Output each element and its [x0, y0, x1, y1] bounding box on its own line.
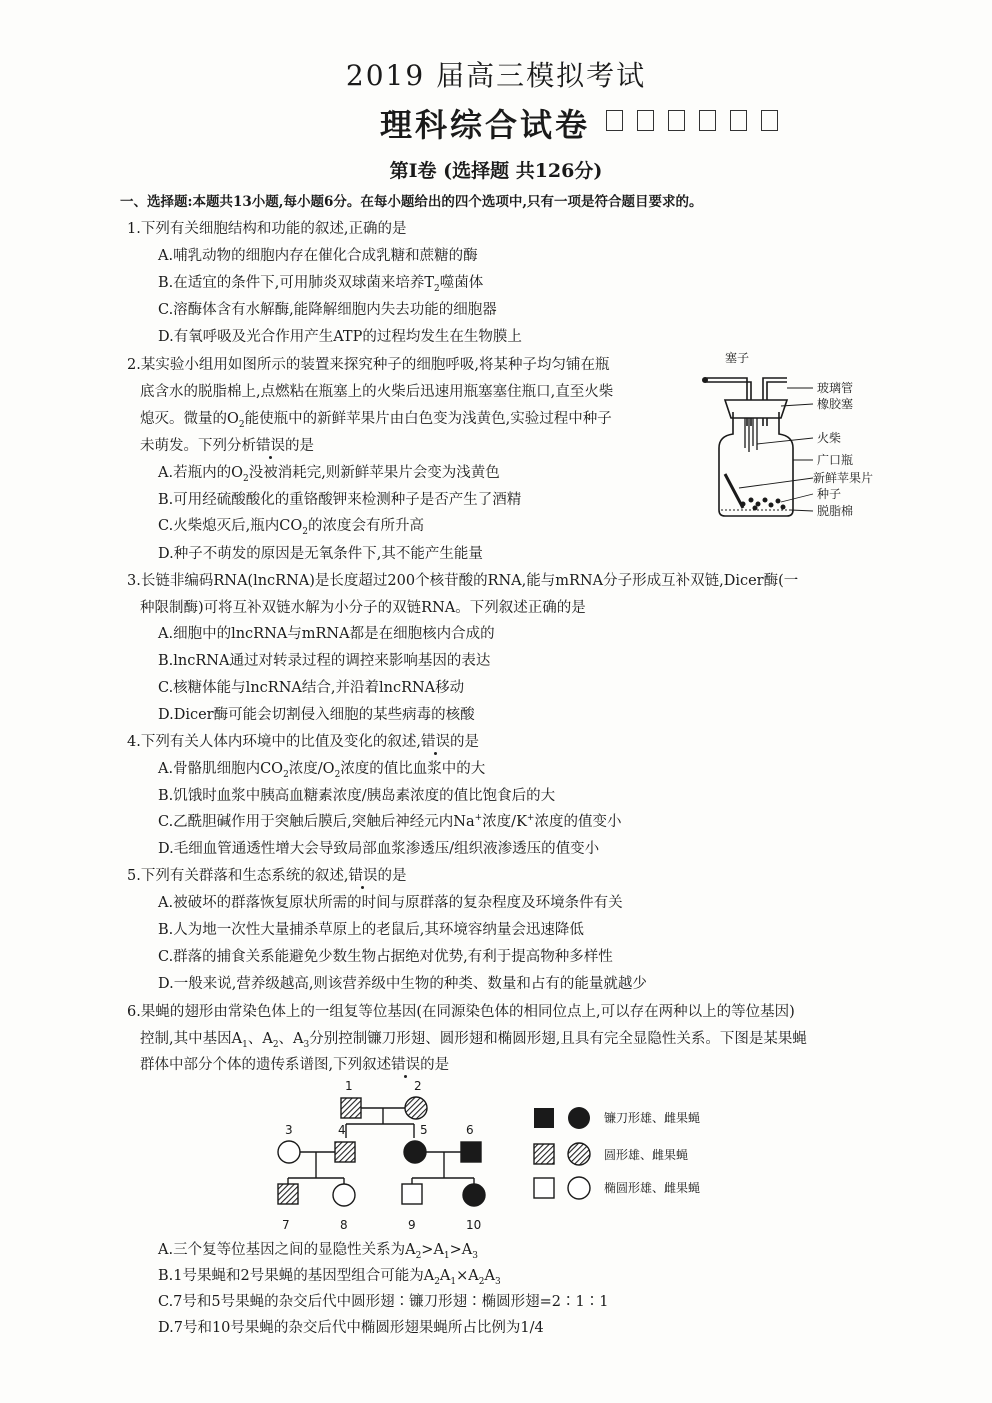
- label-stopper: 塞子: [725, 351, 750, 365]
- q2-option-d: D.种子不萌发的原因是无氧条件下,其不能产生能量: [158, 546, 483, 562]
- q1-stem: 1.下列有关细胞结构和功能的叙述,正确的是: [127, 221, 407, 237]
- score-box: [668, 110, 685, 131]
- label-match: 火柴: [817, 431, 842, 445]
- individual-10: [463, 1184, 485, 1206]
- label-10: 10: [466, 1218, 482, 1232]
- legend-oval-label: 椭圆形雄、雌果蝇: [604, 1181, 701, 1195]
- individual-5: [404, 1141, 426, 1163]
- individual-2: [405, 1097, 427, 1119]
- stopper-dot: [702, 377, 708, 383]
- label-glass-tube: 玻璃管: [817, 381, 854, 395]
- legend-round-label: 圆形雄、雌果蝇: [604, 1148, 689, 1162]
- q2-option-a: A.若瓶内的$O_2$没被消耗完,则新鲜苹果片会变为浅黄色: [158, 465, 500, 484]
- section-title: 第Ⅰ卷 (选择题 共126分): [389, 160, 603, 182]
- q6-option-b: B.1号果蝇和2号果蝇的基因型组合可能为$A_2A_1\times A_2A_3$: [158, 1268, 501, 1287]
- q2-apparatus-figure: [695, 348, 910, 526]
- label-8: 8: [340, 1218, 348, 1232]
- legend-oval-female: [568, 1177, 590, 1199]
- label-7: 7: [282, 1218, 290, 1232]
- label-apple-slice: 新鲜苹果片: [813, 471, 874, 485]
- q1-option-b: B.在适宜的条件下,可用肺炎双球菌来培养$T_2$噬菌体: [158, 275, 484, 294]
- score-box: [699, 110, 716, 131]
- q3-option-c: C.核糖体能与lncRNA结合,并沿着lncRNA移动: [158, 680, 465, 696]
- legend-round-female: [568, 1143, 590, 1165]
- label-3: 3: [285, 1123, 293, 1137]
- q2-stem-line4: 未萌发。下列分析错误的是: [140, 438, 314, 454]
- q2-stem-line2: 底含水的脱脂棉上,点燃粘在瓶塞上的火柴后迅速用瓶塞塞住瓶口,直至火柴: [140, 384, 614, 400]
- individual-7: [278, 1184, 298, 1204]
- q2-option-b: B.可用经硫酸酸化的重铬酸钾来检测种子是否产生了酒精: [158, 492, 522, 508]
- q1-option-a: A.哺乳动物的细胞内存在催化合成乳糖和蔗糖的酶: [158, 248, 478, 264]
- q1-option-c: C.溶酶体含有水解酶,能降解细胞内失去功能的细胞器: [158, 302, 497, 318]
- wide-mouth-bottle: [719, 412, 793, 516]
- individual-3: [278, 1141, 300, 1163]
- q5-option-a: A.被破坏的群落恢复原状所需的时间与原群落的复杂程度及环境条件有关: [158, 895, 623, 911]
- label-1: 1: [345, 1079, 353, 1093]
- q5-option-b: B.人为地一次性大量捕杀草原上的老鼠后,其环境容纳量会迅速降低: [158, 922, 584, 938]
- label-6: 6: [466, 1123, 474, 1137]
- q6-option-a: A.三个复等位基因之间的显隐性关系为$A_2>A_1>A_3$: [158, 1242, 479, 1261]
- exam-title: 2019 届高三模拟考试: [345, 59, 647, 92]
- q3-option-b: B.lncRNA通过对转录过程的调控来影响基因的表达: [158, 653, 491, 669]
- q4-option-c: C.乙酰胆碱作用于突触后膜后,突触后神经元内Na+浓度/K+浓度的值变小: [158, 813, 622, 830]
- q4-stem: 4.下列有关人体内环境中的比值及变化的叙述,错误的是: [127, 734, 479, 750]
- q4-option-d: D.毛细血管通透性增大会导致局部血浆渗透压/组织液渗透压的值变小: [158, 841, 600, 857]
- score-box: [637, 110, 654, 131]
- individual-1: [341, 1098, 361, 1118]
- q6-pedigree-figure: [268, 1074, 728, 1240]
- label-bottle: 广口瓶: [817, 453, 854, 467]
- q3-stem-line2: 种限制酶)可将互补双链水解为小分子的双链RNA。下列叙述正确的是: [140, 600, 586, 616]
- individual-6: [461, 1142, 481, 1162]
- q6-stem-line1: 6.果蝇的翅形由常染色体上的一组复等位基因(在同源染色体的相同位点上,可以存在两种以上的等位基因): [127, 1004, 795, 1020]
- rubber-stopper: [725, 400, 787, 418]
- q2-stem-line3: 熄灭。微量的$O_2$能使瓶中的新鲜苹果片由白色变为浅黄色,实验过程中种子: [140, 411, 612, 430]
- q5-option-d: D.一般来说,营养级越高,则该营养级中生物的种类、数量和占有的能量就越少: [158, 976, 647, 992]
- q1-option-d: D.有氧呼吸及光合作用产生ATP的过程均发生在生物膜上: [158, 329, 522, 345]
- section-instruction: 一、选择题:本题共13小题,每小题6分。在每小题给出的四个选项中,只有一项是符合题目要求的。: [120, 194, 703, 210]
- score-box: [606, 110, 623, 131]
- legend-sickle-male: [534, 1108, 554, 1128]
- score-boxes: [606, 110, 778, 131]
- label-2: 2: [414, 1079, 422, 1093]
- q2-option-c: C.火柴熄灭后,瓶内$CO_2$的浓度会有所升高: [158, 518, 425, 537]
- q3-option-d: D.Dicer酶可能会切割侵入细胞的某些病毒的核酸: [158, 707, 475, 723]
- legend-sickle-female: [568, 1107, 590, 1129]
- legend-round-male: [534, 1144, 554, 1164]
- apple-slice: [725, 474, 743, 508]
- legend-oval-male: [534, 1178, 554, 1198]
- q6-option-d: D.7号和10号果蝇的杂交后代中椭圆形翅果蝇所占比例为1/4: [158, 1320, 544, 1336]
- label-4: 4: [338, 1123, 346, 1137]
- individual-8: [333, 1184, 355, 1206]
- label-rubber-stopper: 橡胶塞: [817, 397, 854, 411]
- q5-option-c: C.群落的捕食关系能避免少数生物占据绝对优势,有利于提高物种多样性: [158, 949, 613, 965]
- score-box: [761, 110, 778, 131]
- seeds: [741, 498, 786, 511]
- q3-option-a: A.细胞中的lncRNA与mRNA都是在细胞核内合成的: [158, 626, 495, 642]
- q3-stem-line1: 3.长链非编码RNA(lncRNA)是长度超过200个核苷酸的RNA,能与mRNA分子形成互补双链,Dicer酶(一: [127, 573, 799, 589]
- q6-stem-line3: 群体中部分个体的遗传系谱图,下列叙述错误的是: [140, 1057, 450, 1073]
- label-seeds: 种子: [817, 487, 842, 501]
- q4-option-a: A.骨骼肌细胞内$CO_2$浓度$/O_2$浓度的值比血浆中的大: [158, 761, 486, 780]
- q6-option-c: C.7号和5号果蝇的杂交后代中圆形翅∶镰刀形翅∶椭圆形翅=2∶1∶1: [158, 1294, 609, 1310]
- legend-sickle-label: 镰刀形雄、雌果蝇: [604, 1111, 701, 1125]
- q2-stem-line1: 2.某实验小组用如图所示的装置来探究种子的细胞呼吸,将某种子均匀铺在瓶: [127, 357, 610, 373]
- exam-subtitle: 理科综合试卷: [380, 106, 591, 144]
- q6-stem-line2: 控制,其中基因$A_1$、$A_2$、$A_3$分别控制镰刀形翅、圆形翅和椭圆形翅,且具有完全显隐性关系。下图是某果蝇: [140, 1031, 807, 1050]
- q4-option-b: B.饥饿时血浆中胰高血糖素浓度/胰岛素浓度的值比饱食后的大: [158, 788, 556, 804]
- label-cotton: 脱脂棉: [817, 504, 854, 518]
- individual-9: [402, 1184, 422, 1204]
- q5-stem: 5.下列有关群落和生态系统的叙述,错误的是: [127, 868, 407, 884]
- label-5: 5: [420, 1123, 428, 1137]
- individual-4: [335, 1142, 355, 1162]
- score-box: [730, 110, 747, 131]
- label-9: 9: [408, 1218, 416, 1232]
